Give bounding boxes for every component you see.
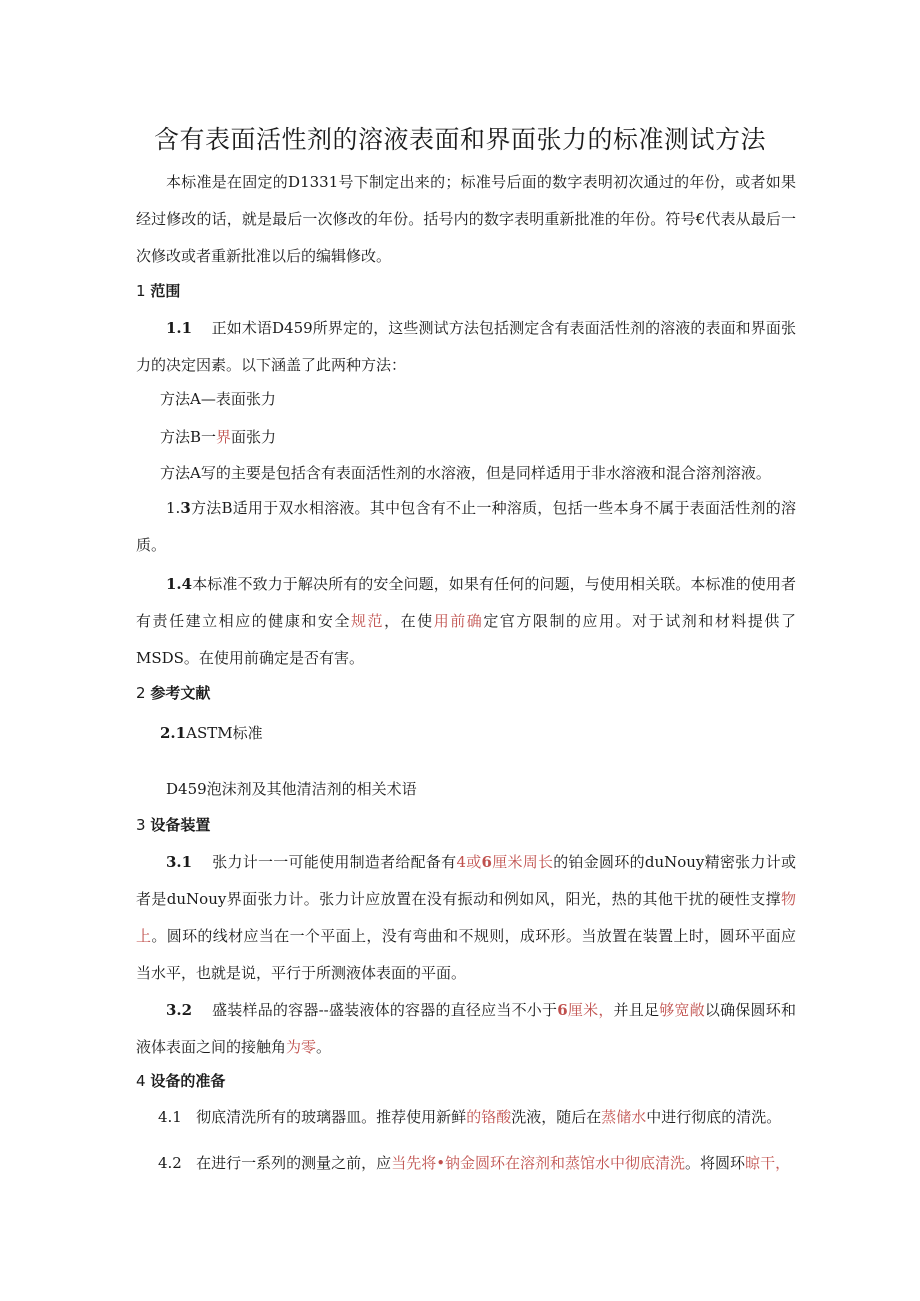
paragraph-3-2-highlight-1: 厘米，: [567, 1001, 614, 1019]
paragraph-1-4-text-c: 定官方限制的应用。对于试剂和材料提供了MSDS。在使用前确定是否有害。: [136, 612, 796, 667]
method-b-text-a: 方法B一: [160, 428, 217, 446]
section-4-heading: [136, 1070, 225, 1091]
section-2-title: 参考文献: [150, 684, 211, 702]
paragraph-4-1-text-c: 中进行彻底的清洗。: [646, 1108, 782, 1126]
method-a-line: 方法A—表面张力: [160, 390, 276, 408]
paragraph-1-4-highlight-1: 规范: [350, 612, 385, 630]
method-a-note: 方法A写的主要是包括含有表面活性剂的水溶液，但是同样适用于非水溶液和混合溶剂溶液。: [160, 464, 771, 482]
paragraph-4-1-text-a: 彻底清洗所有的玻璃器皿。推荐使用新鲜: [196, 1108, 467, 1126]
paragraph-3-2-highlight-number: 6: [557, 1001, 568, 1019]
paragraph-4-1: [158, 1106, 781, 1127]
paragraph-4-2-highlight-2: 晾干，: [745, 1154, 791, 1172]
paragraph-1-1: [136, 310, 796, 384]
paragraph-1-4-number: 1.4: [166, 575, 193, 593]
paragraph-4-2-text-b: 。将圆环: [685, 1154, 746, 1172]
paragraph-2-1: [160, 722, 263, 743]
paragraph-1-4: [136, 566, 796, 677]
paragraph-1-4-highlight-2: 用前确: [433, 612, 484, 630]
paragraph-4-2-highlight-1: 当先将•钠金圆环在溶剂和蒸馆水中彻底清洗: [391, 1154, 686, 1172]
section-3-number: 3: [136, 816, 146, 834]
section-4-title: 设备的准备: [150, 1072, 226, 1090]
paragraph-1-3-number: 3: [180, 499, 191, 517]
section-4-number: 4: [136, 1072, 146, 1090]
paragraph-3-1-text-c: 。圆环的线材应当在一个平面上，没有弯曲和不规则，成环形。当放置在装置上时，圆环平面应当水平，也就是说，平行于所测液体表面的平面。: [136, 927, 796, 982]
paragraph-2-1-number: 2.1: [160, 724, 187, 742]
paragraph-3-2-highlight-3: 为零: [286, 1038, 317, 1056]
document-title: 含有表面活性剂的溶液表面和界面张力的标准测试方法: [153, 125, 766, 154]
paragraph-3-2-text-c: 以确保圆环和液体表面之间的接触角: [136, 1001, 796, 1056]
paragraph-3-2-text-d: 。: [316, 1038, 332, 1056]
paragraph-3-1-number: 3.1: [166, 853, 193, 871]
paragraph-4-1-text-b: 洗液，随后在: [511, 1108, 602, 1126]
reference-d459: D459泡沫剂及其他清洁剂的相关术语: [166, 780, 417, 798]
section-1-heading: [136, 280, 180, 301]
method-b-text-b: 面张力: [231, 428, 277, 446]
paragraph-4-2: [158, 1152, 790, 1173]
paragraph-3-2-number: 3.2: [166, 1001, 193, 1019]
paragraph-1-1-text: 正如术语D459所界定的，这些测试方法包括测定含有表面活性剂的溶液的表面和界面张力的决定因素。以下涵盖了此两种方法：: [136, 319, 796, 374]
paragraph-3-1: [136, 844, 796, 992]
paragraph-4-2-number: 4.2: [158, 1154, 182, 1172]
paragraph-3-1-highlight-3: 物上: [136, 890, 796, 945]
section-1-number: 1: [136, 282, 146, 300]
paragraph-4-2-text-a: 在进行一系列的测量之前，应: [196, 1154, 392, 1172]
paragraph-1-1-number: 1.1: [166, 319, 193, 337]
paragraph-3-2-highlight-2: 够宽敞: [659, 1001, 705, 1019]
section-1-title: 范围: [150, 282, 181, 300]
section-3-title: 设备装置: [150, 816, 211, 834]
paragraph-3-1-text-a: 张力计一一可能使用制造者给配备有: [212, 853, 457, 871]
paragraph-3-1-text-b: 的铂金圆环的duNouy精密张力计或者是duNouy界面张力计。张力计应放置在没有振动和例如风，阳光，热的其他干扰的硬性支撑: [136, 853, 796, 908]
section-3-heading: [136, 814, 210, 835]
paragraph-1-3-prefix: 1.: [166, 499, 181, 517]
paragraph-3-1-highlight-1: 4或: [456, 853, 482, 871]
method-b-line: [160, 426, 276, 447]
paragraph-3-1-highlight-number: 6: [481, 853, 492, 871]
paragraph-1-3: [136, 490, 796, 564]
paragraph-3-2-text-a: 盛装样品的容器--盛装液体的容器的直径应当不小于: [212, 1001, 558, 1019]
paragraph-1-4-text-b: ，在使: [384, 612, 434, 630]
paragraph-4-1-number: 4.1: [158, 1108, 182, 1126]
method-b-highlight: 界: [216, 428, 232, 446]
paragraph-2-1-text: ASTM标准: [186, 724, 263, 742]
section-2-heading: [136, 682, 210, 703]
section-2-number: 2: [136, 684, 146, 702]
paragraph-4-1-highlight-2: 蒸储水: [601, 1108, 647, 1126]
paragraph-3-1-highlight-2: 厘米周长: [491, 853, 554, 871]
paragraph-4-1-highlight-1: 的铬酸: [466, 1108, 512, 1126]
paragraph-3-2-text-b: 并且足: [613, 1001, 660, 1019]
paragraph-1-3-text: 方法B适用于双水相溶液。其中包含有不止一种溶质，包括一些本身不属于表面活性剂的溶质。: [136, 499, 796, 554]
paragraph-1-4-text-a: 本标准不致力于解决所有的安全问题，如果有任何的问题，与使用相关联。本标准的使用者有责任建立相应的健康和安全: [136, 575, 796, 630]
intro-paragraph: 本标准是在固定的D1331号下制定出来的；标准号后面的数字表明初次通过的年份，或者如果经过修改的话，就是最后一次修改的年份。括号内的数字表明重新批准的年份。符号€代表从最后一次修改或者重新批准以后的编辑修改。: [136, 173, 796, 265]
paragraph-3-2: [136, 992, 796, 1066]
